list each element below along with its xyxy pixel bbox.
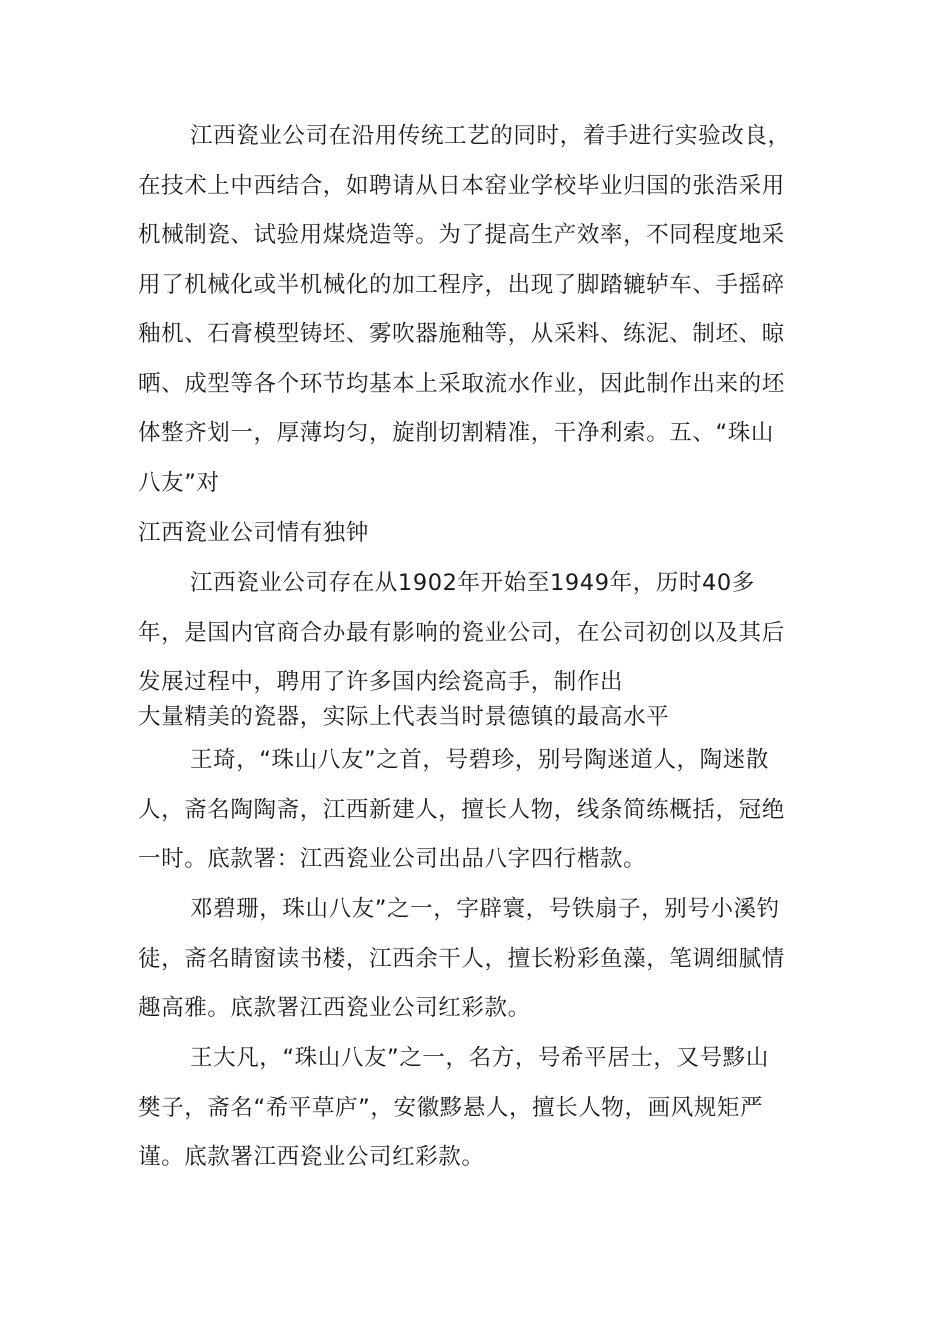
text-line: 发展过程中，聘用了许多国内绘瓷高手，制作出	[138, 669, 624, 695]
text-line: 江西瓷业公司在沿用传统工艺的同时，着手进行实验改良，	[190, 123, 791, 149]
text-line: 谨。底款署江西瓷业公司红彩款。	[138, 1144, 485, 1170]
text-line: 趣高雅。底款署江西瓷业公司红彩款。	[138, 995, 531, 1021]
text-line: 徒，斋名睛窗读书楼，江西余干人，擅长粉彩鱼藻，笔调细腻情	[138, 945, 785, 972]
text-line: 邓碧珊，珠山八友”之一，字辟寰，号铁扇子，别号小溪钓	[190, 896, 780, 922]
paragraph-process-improvement	[138, 112, 814, 508]
paragraph-wang-dafan	[138, 1034, 814, 1183]
text-line: 王大凡，“珠山八友”之一，名方，号希平居士，又号黟山	[190, 1045, 769, 1071]
text-line: 大量精美的瓷器，实际上代表当时景德镇的最高水平	[138, 704, 670, 730]
section-heading-line	[138, 509, 814, 559]
text-line: 樊子，斋名“希平草庐”，安徽黟悬人，擅长人物，画风规矩严	[138, 1094, 764, 1121]
text-line: 王琦，“珠山八友”之首，号碧珍，别号陶迷道人，陶迷散	[190, 747, 769, 773]
text-line: 一时。底款署：江西瓷业公司出品八字四行楷款。	[138, 846, 647, 872]
text-line: 江西瓷业公司存在从1902年开始至1949年，历时40多	[190, 570, 755, 596]
text-line: 釉机、石膏模型铸坯、雾吹器施釉等，从采料、练泥、制坯、晾	[138, 321, 785, 347]
text-line: 用了机械化或半机械化的加工程序，出现了脚踏辘轳车、手摇碎	[138, 271, 785, 298]
paragraph-wang-qi	[138, 736, 814, 885]
paragraph-company-history	[138, 559, 814, 708]
text-line: 人，斋名陶陶斋，江西新建人，擅长人物，线条简练概括，冠绝	[138, 796, 785, 823]
text-line: 在技术上中西结合，如聘请从日本窑业学校毕业归国的张浩采用	[138, 172, 785, 199]
text-line: 体整齐划一，厚薄均匀，旋削切割精准，干净利索。五、“珠山	[138, 420, 774, 446]
text-line: 八友”对	[138, 469, 220, 496]
text-line: 年，是国内官商合办最有影响的瓷业公司，在公司初创以及其后	[138, 619, 785, 646]
text-line: 晒、成型等各个环节均基本上采取流水作业，因此制作出来的坯	[138, 370, 785, 397]
paragraph-deng-bishan	[138, 885, 814, 1034]
text-line: 江西瓷业公司情有独钟	[138, 520, 370, 546]
paragraph-fragment	[138, 702, 814, 732]
text-line: 机械制瓷、试验用煤烧造等。为了提高生产效率，不同程度地采	[138, 222, 785, 248]
